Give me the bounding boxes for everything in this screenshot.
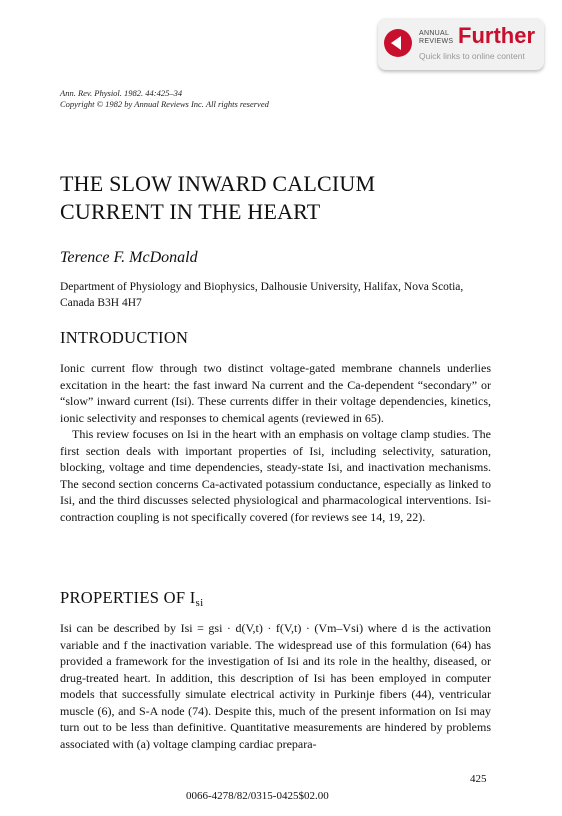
copyright-line: Copyright © 1982 by Annual Reviews Inc. All rights reserved [60, 99, 269, 109]
journal-citation-block [60, 88, 269, 110]
further-badge[interactable] [378, 18, 544, 70]
further-title: Further [458, 23, 535, 48]
introduction-paragraph-1: Ionic current flow through two distinct voltage-gated membrane channels underlies excitation in the heart: the fast inward Na current and the Ca-dependent “secondary” or “slow” inward current (Isi). These currents differ in their voltage dependencies, kinetics, ionic selectivity and responses to chemical agents (reviewed in 65). [60, 361, 491, 425]
reviews-label: REVIEWS [419, 38, 454, 45]
title-line-2: CURRENT IN THE HEART [60, 199, 321, 224]
author-name: Terence F. McDonald [60, 249, 198, 266]
further-subtitle: Quick links to online content [419, 51, 525, 61]
properties-body [60, 620, 491, 752]
properties-heading [60, 588, 203, 609]
properties-heading-main: PROPERTIES OF I [60, 588, 196, 607]
annual-label: ANNUAL [419, 30, 450, 37]
play-arrow-icon [384, 29, 412, 57]
introduction-heading: INTRODUCTION [60, 328, 189, 347]
properties-heading-sub: si [195, 597, 204, 609]
article-title [60, 170, 375, 226]
journal-citation: Ann. Rev. Physiol. 1982. 44:425–34 [60, 88, 183, 98]
annual-reviews-logo [419, 30, 453, 46]
title-line-1: THE SLOW INWARD CALCIUM [60, 171, 376, 196]
author-affiliation: Department of Physiology and Biophysics, Dalhousie University, Halifax, Nova Scotia, Canada B3H 4H7 [60, 281, 464, 309]
page-number: 425 [470, 773, 487, 785]
footer-code: 0066-4278/82/0315-0425$02.00 [186, 790, 329, 802]
introduction-body [60, 360, 491, 525]
introduction-paragraph-2: This review focuses on Isi in the heart with an emphasis on voltage clamp studies. The first section deals with important properties of Isi, including selectivity, saturation, blocking, voltage and time dependencies, steady-state Isi, and inactivation mechanisms. The second section concerns Ca-activated potassium conductance, especially as linked to Isi, and the third discusses selected physiological and pharmacological interventions. Isi-contraction coupling is not specifically covered (for reviews see 14, 19, 22). [60, 427, 491, 524]
properties-paragraph: Isi can be described by Isi = gsi · d(V,t) · f(V,t) · (Vm–Vsi) where d is the activation variable and f the inactivation variable. The widespread use of this formulation (64) has provided a framework for the investigation of Isi and its role in the healthy, diseased, or drug-treated heart. In addition, this description of Isi has been employed in computer models that successfully simulate electrical activity in Purkinje fibers (44), ventricular muscle (6), and S-A node (74). Despite this, much of the present information on Isi may turn out to be less than definitive. Quantitative measurements are hindered by problems associated with (a) voltage clamping cardiac prepara- [60, 621, 491, 751]
